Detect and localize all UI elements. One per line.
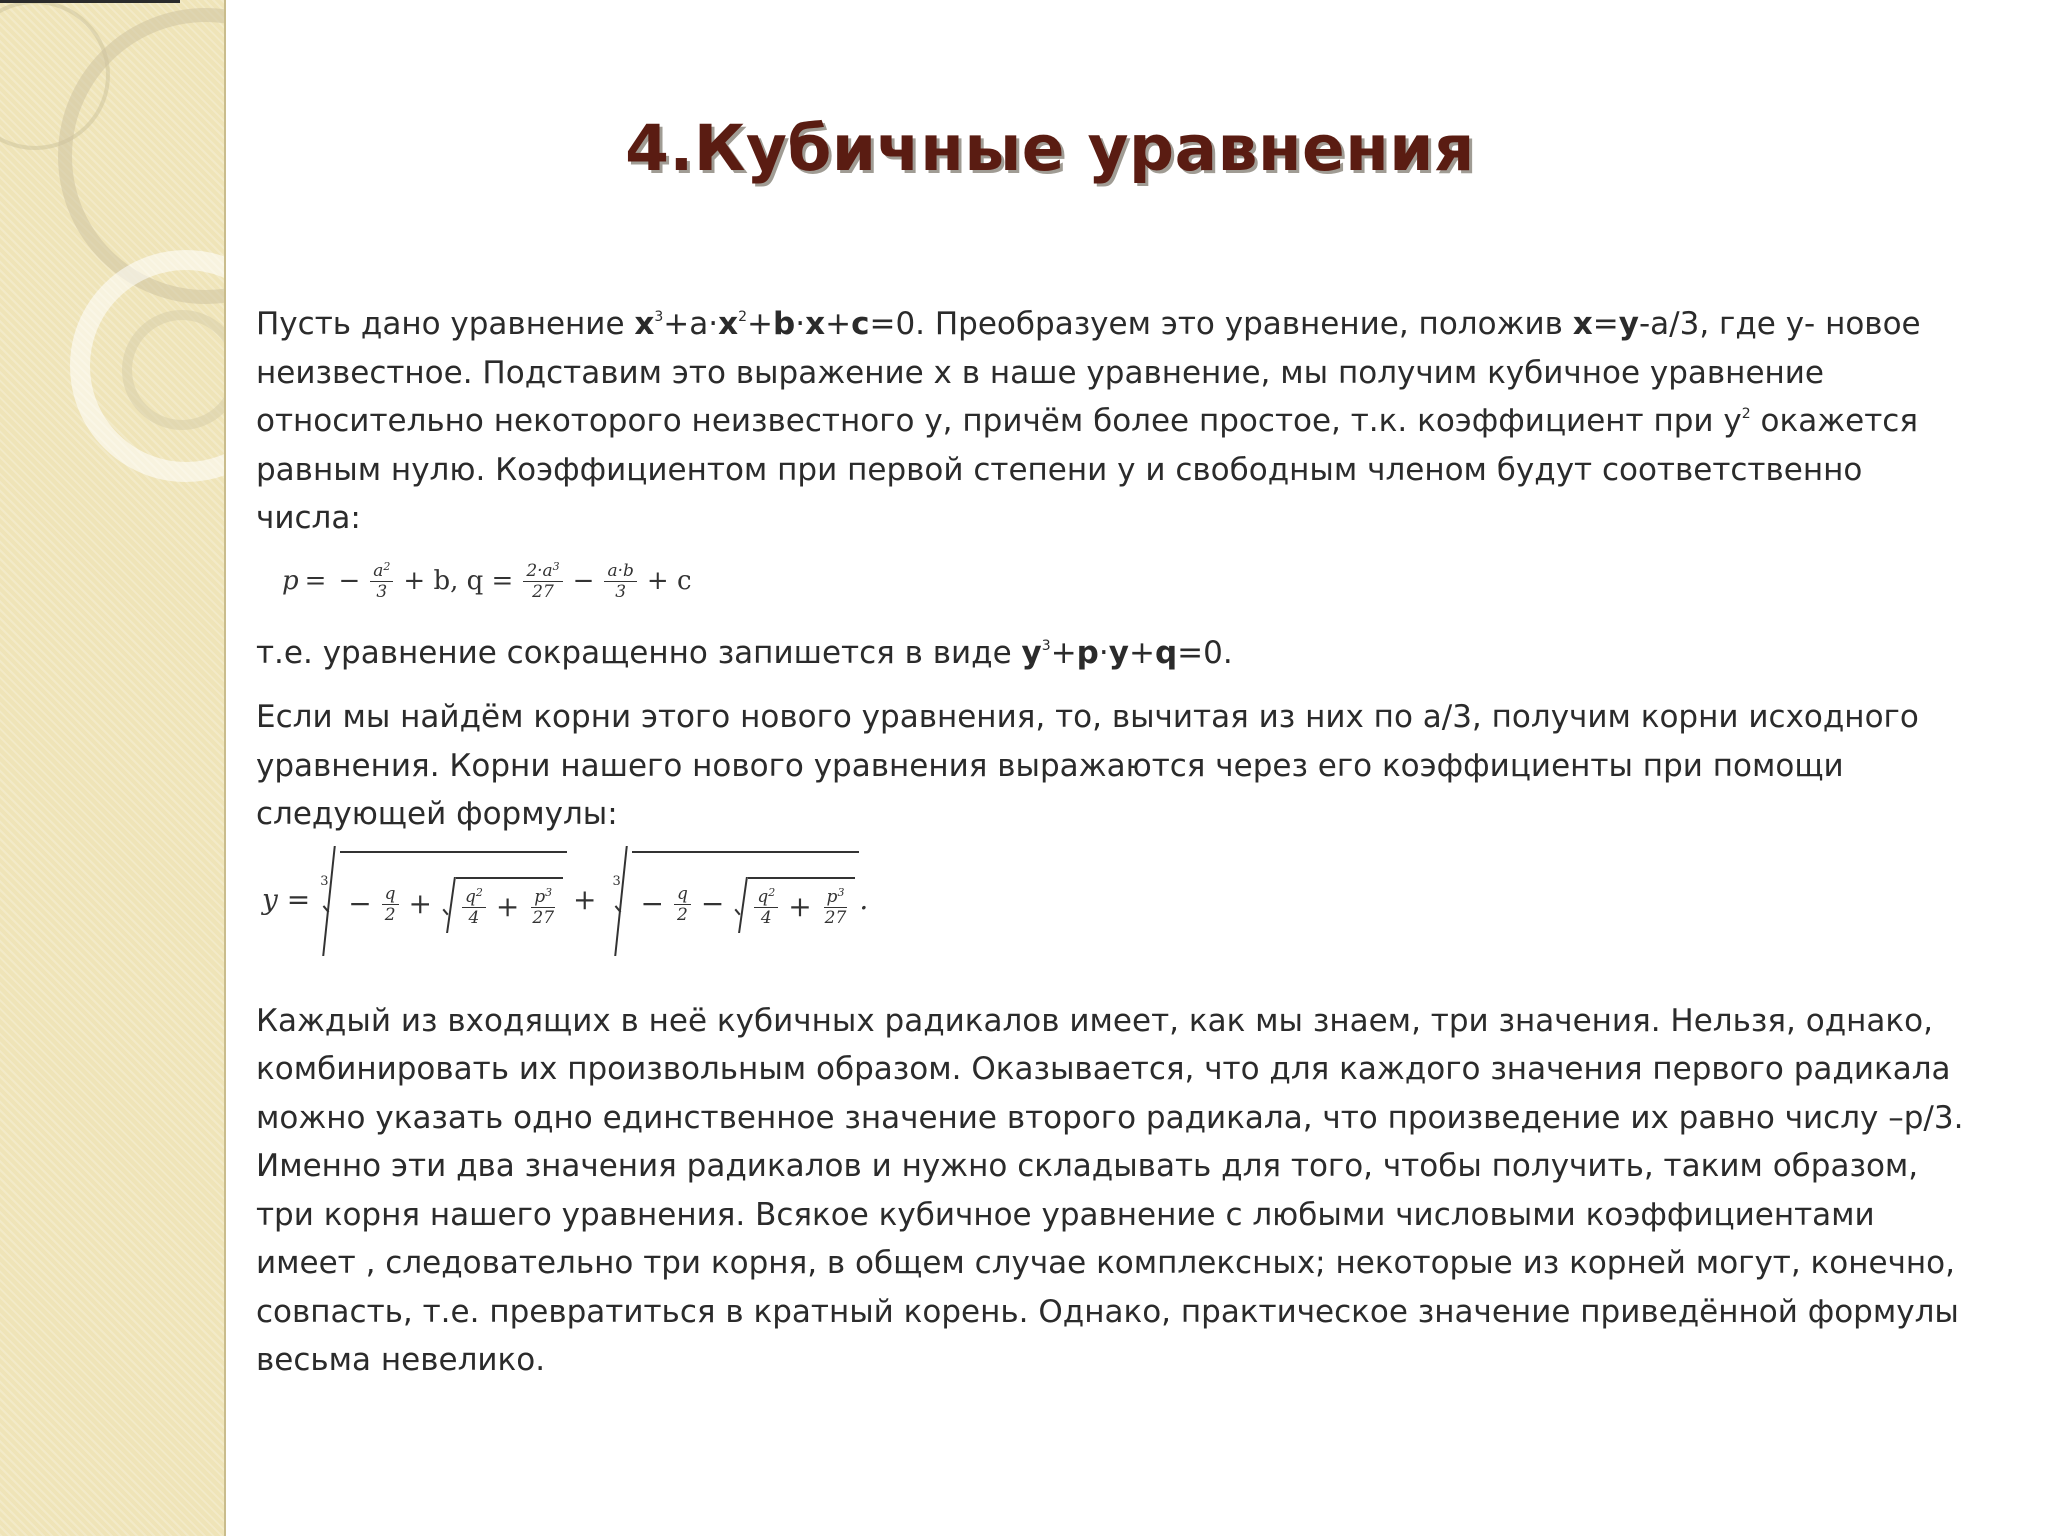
cube-root-1: 3 − $\frac{q}{2}$ + $\frac{q^2}{4}$ + $\frac{p^3}{27}$ [320,846,567,956]
formula-cardano: y = 3 − $\frac{q}{2}$ + $\frac{q^2}{4}$ + $\frac{p^3}{27}$ + 3 − $\frac{q}{2}$ − $\frac{q^2}{4}$ + $\frac{p^3}{27}$ . [262,841,1976,961]
paragraph-roots: Если мы найдём корни этого нового уравнения, то, вычитая из них по а/3, получим корни исходного уравнения. Корни нашего нового уравнения выражаются через его коэффициенты при помощи следующей формулы: [256,699,1919,832]
top-corner-mark [0,0,180,3]
slide-title: 4.Кубичные уравнения [625,112,1475,185]
fraction: $\frac{a\cdot b}{3}$ [604,561,636,602]
fraction: $\frac{a^2}{3}$ [370,561,393,602]
fraction: $\frac{q}{2}$ [674,884,691,925]
decorative-side-panel [0,0,226,1536]
panel-edge [224,0,226,1536]
slide-body [256,300,1976,1385]
cube-root-2: 3 − $\frac{q}{2}$ − $\frac{q^2}{4}$ + $\frac{p^3}{27}$ [612,846,859,956]
square-root: $\frac{q^2}{4}$ + $\frac{p^3}{27}$ [442,877,563,933]
paragraph-reduced-form: т.е. уравнение сокращенно запишется в виде $y^3+p\cdot y+q=0$. [256,634,1233,671]
square-root: $\frac{q^2}{4}$ + $\frac{p^3}{27}$ [734,877,855,933]
fraction: $\frac{p^3}{27}$ [824,886,847,928]
fraction: $\frac{q}{2}$ [382,884,399,925]
fraction: $\frac{q^2}{4}$ [462,887,486,928]
paragraph-intro: Пусть дано уравнение $x^3+a\cdot x^2+b\cdot x+c=0$. Преобразуем это уравнение, положив x=y-a/3, где у- новое неизвестное. Подставим это выражение х в наше уравнение, мы получим кубичное уравнение относительно некоторого неизвестного у, причём более простое, т.к. коэффициент при $у^2$ окажется равным нулю. Коэффициентом при первой степени у и свободным членом будут соответственно числа: [256,306,1921,536]
paragraph-radicals: Каждый из входящих в неё кубичных радикалов имеет, как мы знаем, три значения. Нельзя, однако, комбинировать их произвольным образом. Оказывается, что для каждого значения первого радикала можно указать одно единственное значение второго радикала, что произведение их равно числу –р/3. Именно эти два значения радикалов и нужно складывать для того, чтобы получить, таким образом, три корня нашего уравнения. Всякое кубичное уравнение с любыми числовыми коэффициентами имеет , следовательно три корня, в общем случае комплексных; некоторые из корней могут, конечно, совпасть, т.е. превратиться в кратный корень. Однако, практическое значение приведённой формулы весьма невелико. [256,1002,1964,1378]
fraction: $\frac{p^3}{27}$ [532,886,555,928]
formula-p-q: p = − $\frac{a^2}{3}$ + b, q = $\frac{2\cdot a^3}{27}$ − $\frac{a\cdot b}{3}$ + c [282,560,692,602]
fraction: $\frac{q^2}{4}$ [754,887,778,928]
fraction: $\frac{2\cdot a^3}{27}$ [523,561,562,602]
